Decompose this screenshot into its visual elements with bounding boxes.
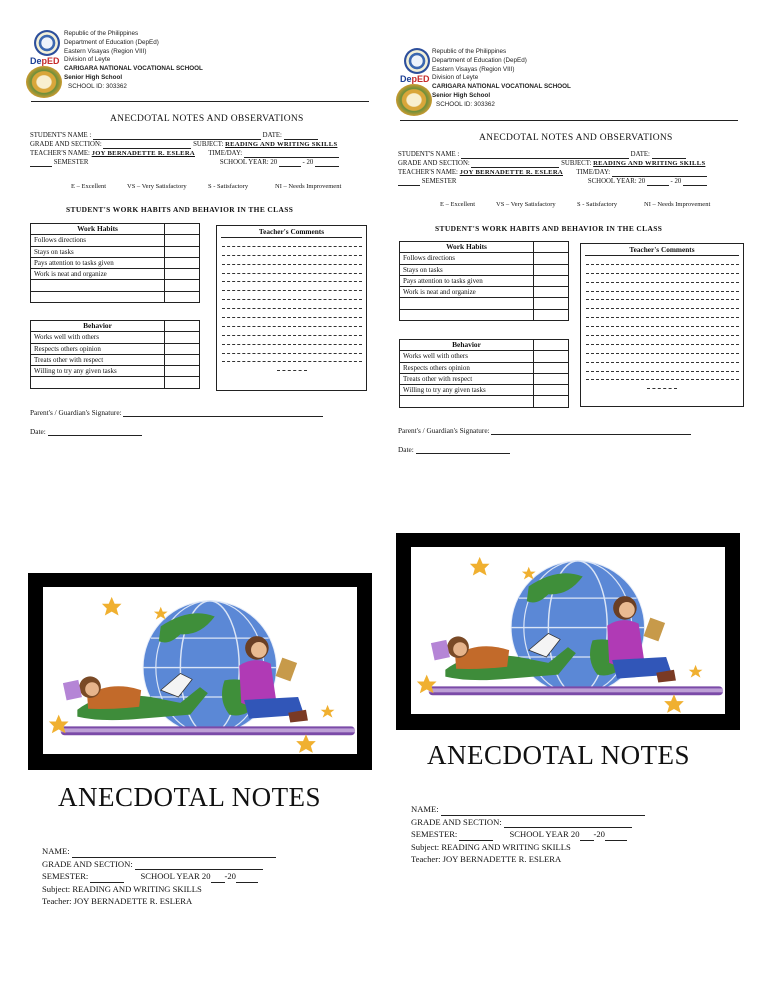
footer-date-label: Date: <box>398 445 414 454</box>
grade-section-label: GRADE AND SECTION: <box>30 141 102 148</box>
work-habits-header: Work Habits <box>400 242 534 253</box>
date-field[interactable] <box>652 151 686 159</box>
header-region: Eastern Visayas (Region VIII) <box>64 47 147 55</box>
legend-very-satisfactory: VS – Very Satisfactory <box>496 201 556 208</box>
header-school: CARIGARA NATIONAL VOCATIONAL SCHOOL <box>64 65 203 73</box>
semester-field[interactable] <box>398 178 420 186</box>
header-divider <box>31 101 369 102</box>
table-row <box>31 235 200 246</box>
rating-cell[interactable] <box>165 269 200 280</box>
header-republic: Republic of the Philippines <box>432 48 507 55</box>
semester-line <box>30 159 339 167</box>
footer-date-field[interactable] <box>416 446 510 454</box>
cover-sy-start-field[interactable] <box>211 875 225 883</box>
table-row <box>31 332 200 343</box>
rating-cell[interactable] <box>165 354 200 365</box>
row-label: Works well with others <box>31 332 165 343</box>
row-label: Follows directions <box>400 253 534 264</box>
table-row <box>400 351 569 362</box>
header-division: Division of Leyte <box>64 56 111 64</box>
rating-cell[interactable] <box>165 246 200 257</box>
time-day-label: TIME/DAY: <box>208 150 243 157</box>
row-label: Works well with others <box>400 351 534 362</box>
date-label: DATE: <box>262 132 282 139</box>
row-label[interactable] <box>31 291 165 302</box>
header-school-id: SCHOOL ID: 303362 <box>436 100 495 108</box>
subject-label: SUBJECT: <box>193 141 224 148</box>
cover-grade-section-field[interactable] <box>135 862 263 870</box>
cover-school-year-mid: -20 <box>224 871 236 881</box>
left-cover-info <box>42 845 276 908</box>
table-row <box>31 246 200 257</box>
row-label[interactable] <box>400 309 534 320</box>
rating-cell[interactable] <box>165 280 200 291</box>
student-name-field[interactable] <box>93 132 261 140</box>
table-row <box>400 264 569 275</box>
rating-cell[interactable] <box>534 351 569 362</box>
comments-header: Teacher's Comments <box>221 226 362 238</box>
row-label: Work is neat and organize <box>400 287 534 298</box>
cover-sy-end-field[interactable] <box>236 875 258 883</box>
header-divider <box>400 120 738 121</box>
semester-line <box>398 178 707 186</box>
table-row <box>31 257 200 268</box>
deped-logo: DepED <box>400 74 430 84</box>
row-label: Work is neat and organize <box>31 269 165 280</box>
behavior-header: Behavior <box>400 340 534 351</box>
student-name-label: STUDENT'S NAME : <box>30 132 92 139</box>
date-label: DATE: <box>630 151 650 158</box>
semester-label: SEMESTER <box>421 178 457 185</box>
school-year-end-field[interactable] <box>683 178 707 186</box>
rating-cell[interactable] <box>165 332 200 343</box>
cover-grade-section-field[interactable] <box>504 820 632 828</box>
row-label: Follows directions <box>31 235 165 246</box>
behavior-table <box>399 339 569 408</box>
header-region: Eastern Visayas (Region VIII) <box>432 65 515 73</box>
table-row <box>31 280 200 291</box>
reading-kids-globe-icon <box>411 547 725 714</box>
work-habits-table <box>30 223 200 303</box>
legend-satisfactory: S - Satisfactory <box>208 183 249 190</box>
deped-seal-icon <box>404 48 430 74</box>
student-name-label: STUDENT'S NAME : <box>398 151 460 158</box>
legend-satisfactory: S - Satisfactory <box>577 201 618 208</box>
school-year-start-field[interactable] <box>279 159 301 167</box>
grade-section-field[interactable] <box>471 160 559 168</box>
behavior-header: Behavior <box>31 321 165 332</box>
rating-cell[interactable] <box>165 321 200 332</box>
student-name-field[interactable] <box>461 151 629 159</box>
signature-field[interactable] <box>123 409 323 417</box>
footer-date-line <box>30 427 142 436</box>
row-label: Respects others opinion <box>31 343 165 354</box>
table-row <box>400 287 569 298</box>
rating-cell[interactable] <box>165 366 200 377</box>
teacher-value: JOY BERNADETTE R. ESLERA <box>91 150 195 157</box>
subject-value: READING AND WRITING SKILLS <box>225 141 338 148</box>
rating-cell[interactable] <box>534 373 569 384</box>
comments-header: Teacher's Comments <box>585 244 739 256</box>
form-title: ANECDOTAL NOTES AND OBSERVATIONS <box>479 133 673 143</box>
work-habits-table <box>399 241 569 321</box>
rating-cell[interactable] <box>534 362 569 373</box>
footer-date-line <box>398 445 510 454</box>
teacher-line <box>30 150 339 158</box>
school-year-start-field[interactable] <box>647 178 669 186</box>
row-label: Stays on tasks <box>400 264 534 275</box>
guardian-signature-line <box>398 426 691 435</box>
cover-subject: Subject: READING AND WRITING SKILLS <box>411 841 571 852</box>
time-day-field[interactable] <box>612 169 707 177</box>
teacher-label: TEACHER'S NAME: <box>30 150 90 157</box>
reading-kids-globe-icon <box>43 587 357 754</box>
school-header <box>432 48 571 110</box>
cover-semester-field[interactable] <box>90 875 124 883</box>
header-level: Senior High School <box>64 73 123 81</box>
cover-illustration <box>411 547 725 714</box>
teacher-line <box>398 169 707 177</box>
cover-name-label: NAME: <box>411 804 439 814</box>
teacher-value: JOY BERNADETTE R. ESLERA <box>459 169 563 176</box>
rating-cell[interactable] <box>534 264 569 275</box>
time-day-field[interactable] <box>244 150 339 158</box>
row-label: Treats other with respect <box>400 373 534 384</box>
rating-cell[interactable] <box>534 309 569 320</box>
cover-name-field[interactable] <box>72 850 276 858</box>
rating-cell[interactable] <box>165 343 200 354</box>
cover-semester-field[interactable] <box>459 833 493 841</box>
right-cover-info <box>411 803 645 866</box>
cover-school-year-label: SCHOOL YEAR 20 <box>140 871 211 881</box>
legend-excellent: E – Excellent <box>440 201 476 208</box>
footer-date-field[interactable] <box>48 428 142 436</box>
school-header <box>64 30 203 92</box>
left-cover-title: ANECDOTAL NOTES <box>58 782 322 812</box>
table-row <box>31 366 200 377</box>
row-label: Treats other with respect <box>31 354 165 365</box>
legend-needs-improvement: NI – Needs Improvement <box>644 201 711 208</box>
row-label: Pays attention to tasks given <box>400 275 534 286</box>
header-school: CARIGARA NATIONAL VOCATIONAL SCHOOL <box>432 83 571 91</box>
table-row <box>31 377 200 388</box>
school-year-mid: - 20 <box>302 159 314 166</box>
school-year-mid: - 20 <box>670 178 682 185</box>
school-year-label: SCHOOL YEAR: 20 <box>587 178 646 185</box>
header-department: Department of Education (DepEd) <box>432 56 527 64</box>
table-row <box>400 298 569 309</box>
row-label: Pays attention to tasks given <box>31 257 165 268</box>
signature-field[interactable] <box>491 427 691 435</box>
row-label: Stays on tasks <box>31 246 165 257</box>
header-school-id: SCHOOL ID: 303362 <box>68 82 127 90</box>
cover-name-field[interactable] <box>441 808 645 816</box>
table-row <box>31 291 200 302</box>
school-seal-icon <box>26 66 62 98</box>
table-row <box>400 385 569 396</box>
right-cover-image-frame <box>396 533 740 730</box>
semester-field[interactable] <box>30 159 52 167</box>
form-title: ANECDOTAL NOTES AND OBSERVATIONS <box>110 114 304 124</box>
school-year-label: SCHOOL YEAR: 20 <box>219 159 278 166</box>
rating-cell[interactable] <box>534 298 569 309</box>
section-title: STUDENT'S WORK HABITS AND BEHAVIOR IN THE CLASS <box>435 224 663 233</box>
school-seal-icon <box>396 84 432 116</box>
legend-excellent: E – Excellent <box>71 183 107 190</box>
subject-value: READING AND WRITING SKILLS <box>593 160 706 167</box>
row-label[interactable] <box>31 377 165 388</box>
date-field[interactable] <box>284 132 318 140</box>
student-name-line <box>30 132 318 140</box>
rating-cell[interactable] <box>534 253 569 264</box>
cover-sy-start-field[interactable] <box>580 833 594 841</box>
teachers-comments-box[interactable] <box>216 225 367 391</box>
row-label: Respects others opinion <box>400 362 534 373</box>
cover-name-label: NAME: <box>42 846 70 856</box>
cover-teacher: Teacher: JOY BERNADETTE R. ESLERA <box>411 854 562 864</box>
signature-label: Parent's / Guardian's Signature: <box>30 408 122 417</box>
header-division: Division of Leyte <box>432 74 479 82</box>
rating-cell[interactable] <box>165 235 200 246</box>
cover-illustration <box>43 587 357 754</box>
table-row <box>400 362 569 373</box>
table-row <box>400 373 569 384</box>
guardian-signature-line <box>30 408 323 417</box>
rating-cell[interactable] <box>534 275 569 286</box>
cover-grade-section-label: GRADE AND SECTION: <box>42 858 133 869</box>
rating-cell[interactable] <box>165 377 200 388</box>
row-label: Willing to try any given tasks <box>31 366 165 377</box>
grade-subject-line <box>30 141 337 149</box>
table-row <box>31 354 200 365</box>
table-row <box>400 396 569 407</box>
rating-cell[interactable] <box>534 340 569 351</box>
left-cover-image-frame <box>28 573 372 770</box>
grade-section-field[interactable] <box>103 141 191 149</box>
rating-cell[interactable] <box>165 291 200 302</box>
rating-cell[interactable] <box>165 257 200 268</box>
table-row <box>31 269 200 280</box>
teacher-label: TEACHER'S NAME: <box>398 169 458 176</box>
row-label[interactable] <box>400 298 534 309</box>
rating-cell[interactable] <box>534 396 569 407</box>
cover-semester-label: SEMESTER: <box>411 829 458 839</box>
behavior-table <box>30 320 200 389</box>
row-label[interactable] <box>31 280 165 291</box>
work-habits-header: Work Habits <box>31 224 165 235</box>
legend-needs-improvement: NI – Needs Improvement <box>275 183 342 190</box>
table-row <box>400 309 569 320</box>
cover-school-year-label: SCHOOL YEAR 20 <box>509 829 580 839</box>
cover-school-year-mid: -20 <box>593 829 605 839</box>
header-republic: Republic of the Philippines <box>64 30 139 37</box>
rating-cell[interactable] <box>534 242 569 253</box>
row-label: Willing to try any given tasks <box>400 385 534 396</box>
header-department: Department of Education (DepEd) <box>64 38 159 46</box>
rating-cell[interactable] <box>165 224 200 235</box>
table-row <box>400 275 569 286</box>
deped-logo: DepED <box>30 56 60 66</box>
teachers-comments-box[interactable] <box>580 243 744 407</box>
deped-seal-icon <box>34 30 60 56</box>
grade-subject-line <box>398 160 705 168</box>
semester-label: SEMESTER <box>53 159 89 166</box>
row-label[interactable] <box>400 396 534 407</box>
table-row <box>400 253 569 264</box>
cover-subject: Subject: READING AND WRITING SKILLS <box>42 883 202 894</box>
subject-label: SUBJECT: <box>561 160 592 167</box>
table-row <box>31 343 200 354</box>
footer-date-label: Date: <box>30 427 46 436</box>
rating-cell[interactable] <box>534 287 569 298</box>
cover-teacher: Teacher: JOY BERNADETTE R. ESLERA <box>42 896 193 906</box>
legend-very-satisfactory: VS – Very Satisfactory <box>127 183 187 190</box>
time-day-label: TIME/DAY: <box>576 169 611 176</box>
header-level: Senior High School <box>432 91 491 99</box>
section-title: STUDENT'S WORK HABITS AND BEHAVIOR IN THE CLASS <box>66 205 294 214</box>
rating-cell[interactable] <box>534 385 569 396</box>
signature-label: Parent's / Guardian's Signature: <box>398 426 490 435</box>
student-name-line <box>398 151 686 159</box>
school-year-end-field[interactable] <box>315 159 339 167</box>
cover-grade-section-label: GRADE AND SECTION: <box>411 816 502 827</box>
grade-section-label: GRADE AND SECTION: <box>398 160 470 167</box>
cover-sy-end-field[interactable] <box>605 833 627 841</box>
cover-semester-label: SEMESTER: <box>42 871 89 881</box>
right-cover-title: ANECDOTAL NOTES <box>427 740 691 770</box>
